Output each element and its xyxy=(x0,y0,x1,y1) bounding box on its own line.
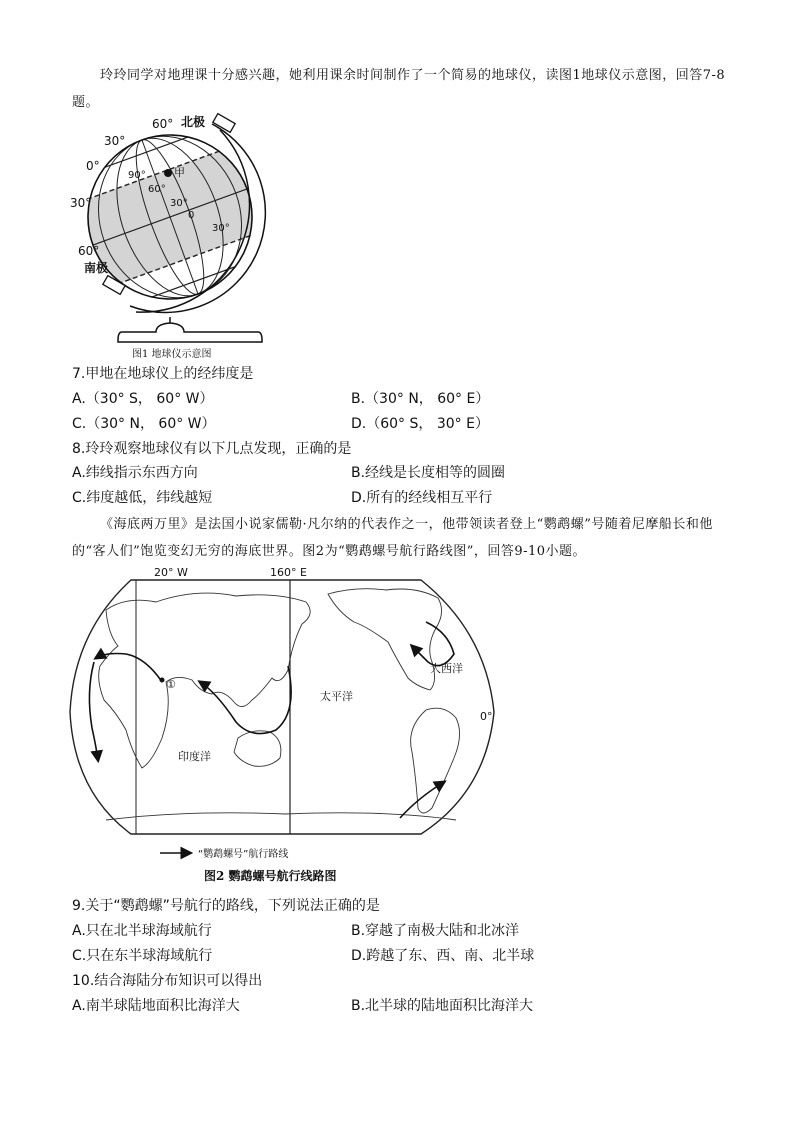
north-pole-label: 北极 xyxy=(181,115,206,129)
lon-30a-label: 30° xyxy=(170,198,188,209)
q10-option-a: A.南半球陆地面积比海洋大 xyxy=(72,998,240,1014)
q8-option-a: A.纬线指示东西方向 xyxy=(72,465,198,481)
pacific-ocean-label: 太平洋 xyxy=(320,690,353,703)
route-start-dot xyxy=(160,678,165,683)
lon-0-label: 0 xyxy=(188,210,195,221)
globe-stand xyxy=(118,317,262,342)
question-7-stem: 7.甲地在地球仪上的经纬度是 xyxy=(72,366,254,382)
figure2-caption: 图2 鹦鹉螺号航行线路图 xyxy=(204,869,337,883)
lat-30n-label: 30° xyxy=(104,134,126,148)
lat-30s-label: 30° xyxy=(70,196,92,210)
lat-60s-label: 60° xyxy=(78,244,100,258)
q7-option-a: A.（30° S， 60° W） xyxy=(72,391,214,407)
figure1-caption: 图1 地球仪示意图 xyxy=(132,349,212,360)
globe-figure xyxy=(62,110,282,345)
q7-option-b: B.（30° N， 60° E） xyxy=(351,391,490,407)
intro-paragraph-1: 玲玲同学对地理课十分感兴趣，她利用课余时间制作了一个简易的地球仪，读图1地球仪示意图，回答7-8题。 xyxy=(72,68,726,110)
q8-option-c: C.纬度越低，纬线越短 xyxy=(72,490,213,506)
q10-option-b: B.北半球的陆地面积比海洋大 xyxy=(351,998,534,1014)
lat-0-label: 0° xyxy=(86,159,100,173)
meridian-20w-label: 20° W xyxy=(154,566,188,579)
lon-60-label: 60° xyxy=(148,184,166,195)
lat-60n-label: 60° xyxy=(152,117,174,131)
globe-grid xyxy=(62,110,282,337)
world-route-map xyxy=(66,562,506,862)
lon-90-label: 90° xyxy=(128,170,146,181)
point-jia-marker xyxy=(164,169,172,177)
q7-option-d: D.（60° S， 30° E） xyxy=(351,416,489,432)
south-pole-label: 南极 xyxy=(84,261,109,275)
atlantic-ocean-label: 大西洋 xyxy=(430,662,463,675)
route-marker-1: ① xyxy=(166,678,176,691)
indian-ocean-label: 印度洋 xyxy=(178,750,211,763)
question-10-stem: 10.结合海陆分布知识可以得出 xyxy=(72,973,263,989)
q7-option-c: C.（30° N， 60° W） xyxy=(72,416,216,432)
question-9-stem: 9.关于“鹦鹉螺”号航行的路线，下列说法正确的是 xyxy=(72,898,380,914)
map-outline xyxy=(70,580,494,834)
q9-option-c: C.只在东半球海域航行 xyxy=(72,948,213,964)
q8-option-b: B.经线是长度相等的圆圈 xyxy=(351,465,506,481)
meridian-160e-label: 160° E xyxy=(270,566,307,579)
q9-option-a: A.只在北半球海域航行 xyxy=(72,923,212,939)
q8-option-d: D.所有的经线相互平行 xyxy=(351,490,493,506)
equator-label: 0° xyxy=(480,710,493,723)
question-8-stem: 8.玲玲观察地球仪有以下几点发现，正确的是 xyxy=(72,441,352,457)
intro-paragraph-2: 《海底两万里》是法国小说家儒勒·凡尔纳的代表作之一，他带领读者登上“鹦鹉螺”号随着尼摩船长和他的“客人们”饱览变幻无穷的海底世界。图2为“鹦鹉螺号航行路线图”，回答9-10小题。 xyxy=(72,517,713,559)
q9-option-b: B.穿越了南极大陆和北冰洋 xyxy=(351,923,520,939)
q9-option-d: D.跨越了东、西、南、北半球 xyxy=(351,948,535,964)
legend-label: “鹦鹉螺号”航行路线 xyxy=(198,849,289,860)
point-jia-label: 甲 xyxy=(174,166,185,179)
lon-30b-label: 30° xyxy=(212,223,230,234)
